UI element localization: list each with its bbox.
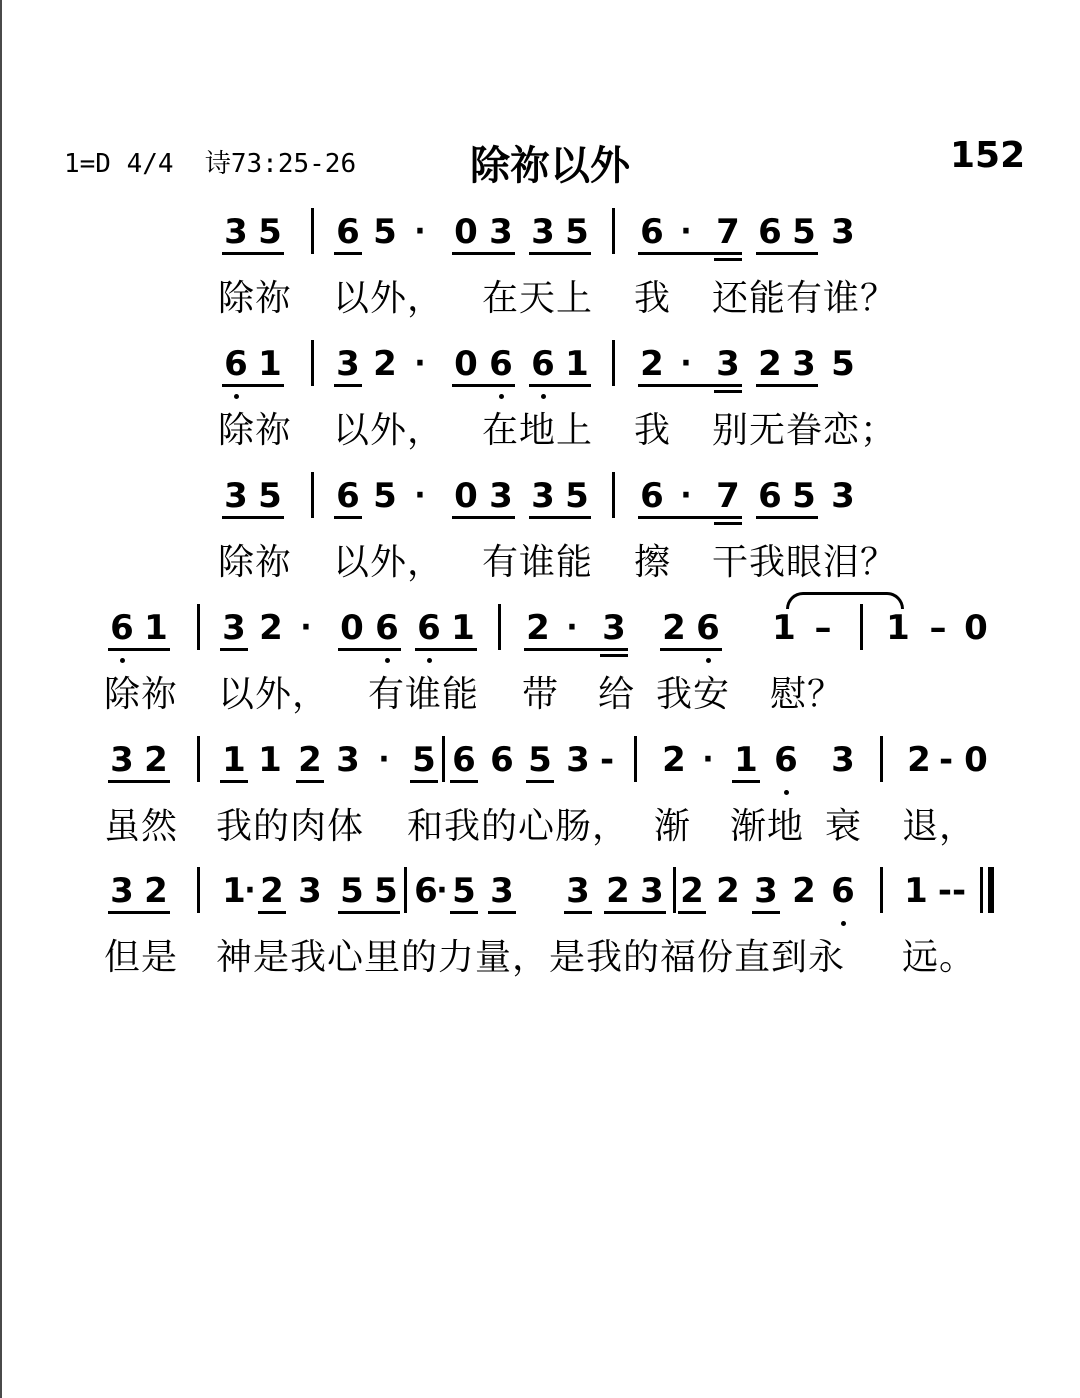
bar-line bbox=[860, 604, 863, 650]
lyric-word: 带 bbox=[522, 674, 560, 715]
note: 1 bbox=[772, 608, 796, 648]
notation-line-5 bbox=[0, 740, 1080, 784]
note: 3 bbox=[298, 871, 322, 911]
beam-line bbox=[108, 911, 170, 914]
bar-line bbox=[197, 604, 200, 650]
note: 6 bbox=[774, 740, 798, 780]
beam-line bbox=[334, 384, 362, 387]
note: 5 bbox=[528, 740, 552, 780]
lyric-word: 退， bbox=[902, 806, 977, 847]
dot-mark: · bbox=[378, 742, 390, 777]
note: 1 bbox=[258, 740, 282, 780]
bar-line bbox=[311, 208, 314, 254]
bar-line bbox=[197, 736, 200, 782]
bar-line bbox=[612, 472, 615, 518]
note: 1 bbox=[565, 344, 589, 384]
note: 0 bbox=[454, 212, 478, 252]
note: 6 bbox=[696, 608, 720, 648]
key-signature-and-reference: 1=D 4/4 诗73:25-26 bbox=[64, 149, 357, 179]
note: 6 bbox=[336, 476, 360, 516]
note: 2 bbox=[758, 344, 782, 384]
tie-arc bbox=[786, 592, 904, 609]
note: 3 bbox=[754, 871, 778, 911]
note: 5 bbox=[565, 212, 589, 252]
final-bar-line-thin bbox=[980, 867, 983, 913]
bar-line bbox=[311, 472, 314, 518]
lyric-word: 但是 bbox=[104, 937, 179, 978]
notation-line-3 bbox=[0, 476, 1080, 520]
lyric-word: 虽然 bbox=[104, 806, 179, 847]
note: 5 bbox=[565, 476, 589, 516]
beam-line bbox=[756, 516, 818, 519]
note: 1 bbox=[222, 871, 246, 911]
beam-line bbox=[222, 384, 284, 387]
dot-mark: · bbox=[414, 478, 426, 513]
bar-line bbox=[197, 867, 200, 913]
note: 5 bbox=[831, 344, 855, 384]
lyric-word: 除祢 bbox=[218, 278, 293, 319]
lyric-word: 有谁能 bbox=[368, 674, 480, 715]
beam-line bbox=[338, 911, 400, 914]
beam-line bbox=[415, 648, 477, 651]
beam-line bbox=[410, 780, 438, 783]
beam-line bbox=[526, 780, 554, 783]
note: 2 bbox=[259, 608, 283, 648]
dot-mark: · bbox=[414, 214, 426, 249]
note: 6 bbox=[640, 476, 664, 516]
beam-line bbox=[452, 384, 515, 387]
note: 3 bbox=[222, 608, 246, 648]
note: 6 bbox=[758, 212, 782, 252]
note: 6 bbox=[531, 344, 555, 384]
note: 3 bbox=[531, 212, 555, 252]
lyric-word: 除祢 bbox=[104, 674, 179, 715]
beam-line bbox=[524, 648, 628, 651]
notation-line-4 bbox=[0, 608, 1080, 652]
note: 7 bbox=[716, 476, 740, 516]
beam-line bbox=[604, 911, 666, 914]
note: 2 bbox=[662, 740, 686, 780]
dash-mark: - bbox=[599, 740, 615, 780]
beam-line bbox=[108, 648, 170, 651]
note: 0 bbox=[964, 608, 988, 648]
note: 2 bbox=[792, 871, 816, 911]
note: 3 bbox=[531, 476, 555, 516]
dash-mark: -- bbox=[937, 871, 967, 911]
lyric-word: 远。 bbox=[902, 937, 977, 978]
note: 6 bbox=[831, 871, 855, 911]
note: 3 bbox=[831, 212, 855, 252]
note: 5 bbox=[412, 740, 436, 780]
lyric-word: 在地上 bbox=[482, 410, 594, 451]
beam-line bbox=[450, 780, 478, 783]
lyric-word: 我的肉体 bbox=[216, 806, 365, 847]
lower-octave-dot bbox=[706, 658, 711, 663]
beam-line bbox=[756, 252, 818, 255]
bar-line bbox=[404, 867, 407, 913]
note: 3 bbox=[640, 871, 664, 911]
hymn-number: 152 bbox=[950, 135, 1026, 176]
note: 1 bbox=[734, 740, 758, 780]
bar-line bbox=[634, 736, 637, 782]
note: 3 bbox=[490, 871, 514, 911]
note: 5 bbox=[340, 871, 364, 911]
beam-line bbox=[220, 780, 248, 783]
lyric-word: 给 bbox=[598, 674, 636, 715]
beam-line bbox=[220, 648, 248, 651]
note: 2 bbox=[526, 608, 550, 648]
beam-line bbox=[222, 252, 284, 255]
dot-mark: · bbox=[680, 214, 692, 249]
lyric-word: 除祢 bbox=[218, 542, 293, 583]
note: 6 bbox=[336, 212, 360, 252]
beam-line bbox=[338, 648, 401, 651]
note: 5 bbox=[258, 212, 282, 252]
lyric-word: 擦 bbox=[634, 542, 672, 583]
note: 2 bbox=[144, 871, 168, 911]
note: 3 bbox=[602, 608, 626, 648]
lyric-word: 还能有谁？ bbox=[712, 278, 898, 319]
note: 3 bbox=[110, 871, 134, 911]
lyric-word: 以外， bbox=[333, 410, 445, 451]
lower-octave-dot bbox=[784, 790, 789, 795]
bar-line bbox=[612, 208, 615, 254]
note: 3 bbox=[831, 476, 855, 516]
bar-line bbox=[880, 736, 883, 782]
bar-line bbox=[673, 867, 676, 913]
dot-mark: · bbox=[300, 610, 312, 645]
lower-octave-dot bbox=[427, 658, 432, 663]
lyric-word: 慰？ bbox=[770, 674, 845, 715]
note: 3 bbox=[489, 476, 513, 516]
beam-line bbox=[108, 780, 170, 783]
note: 6 bbox=[640, 212, 664, 252]
note: 1 bbox=[258, 344, 282, 384]
note: 6 bbox=[452, 740, 476, 780]
beam-line bbox=[732, 780, 760, 783]
note: 5 bbox=[373, 212, 397, 252]
lyric-word: 渐地 bbox=[730, 806, 805, 847]
bar-line bbox=[311, 340, 314, 386]
note: 5 bbox=[373, 476, 397, 516]
lyric-word: 我 bbox=[634, 278, 672, 319]
lyric-word: 以外， bbox=[333, 278, 445, 319]
note: 2 bbox=[716, 871, 740, 911]
beam-line bbox=[334, 252, 362, 255]
bar-line bbox=[880, 867, 883, 913]
note: 6 bbox=[417, 608, 441, 648]
beam-line bbox=[222, 516, 284, 519]
note: 3 bbox=[336, 344, 360, 384]
beam-line bbox=[452, 252, 515, 255]
lyric-word: 以外， bbox=[218, 674, 330, 715]
beam-line bbox=[450, 911, 478, 914]
note: 3 bbox=[489, 212, 513, 252]
beam-line bbox=[714, 522, 742, 525]
lyric-word: 衰 bbox=[825, 806, 863, 847]
note: 3 bbox=[336, 740, 360, 780]
beam-line bbox=[296, 780, 324, 783]
notation-line-6 bbox=[0, 871, 1080, 915]
note: 3 bbox=[831, 740, 855, 780]
note: 0 bbox=[454, 476, 478, 516]
note: 1 bbox=[222, 740, 246, 780]
beam-line bbox=[756, 384, 818, 387]
lyric-word: 在天上 bbox=[482, 278, 594, 319]
dot-mark: · bbox=[436, 873, 448, 908]
lower-octave-dot bbox=[541, 394, 546, 399]
lyric-word: 渐 bbox=[654, 806, 692, 847]
note: 6 bbox=[375, 608, 399, 648]
note: 3 bbox=[566, 740, 590, 780]
lower-octave-dot bbox=[234, 394, 239, 399]
note: 3 bbox=[224, 476, 248, 516]
note: 3 bbox=[792, 344, 816, 384]
final-bar-line-thick bbox=[988, 867, 994, 913]
beam-line bbox=[529, 252, 591, 255]
lyric-word: 有谁能 bbox=[482, 542, 594, 583]
note: 7 bbox=[716, 212, 740, 252]
note: 3 bbox=[110, 740, 134, 780]
lower-octave-dot bbox=[120, 658, 125, 663]
hymn-title: 除祢以外 bbox=[470, 143, 630, 189]
note: 3 bbox=[716, 344, 740, 384]
left-edge-line bbox=[0, 0, 2, 1398]
lyric-word: 除祢 bbox=[218, 410, 293, 451]
dash-mark: - bbox=[938, 740, 954, 780]
note: 2 bbox=[298, 740, 322, 780]
note: 0 bbox=[340, 608, 364, 648]
note: 5 bbox=[792, 212, 816, 252]
beam-line bbox=[638, 252, 742, 255]
beam-line bbox=[564, 911, 592, 914]
dot-mark: · bbox=[566, 610, 578, 645]
note: 5 bbox=[374, 871, 398, 911]
beam-line bbox=[488, 911, 516, 914]
notation-line-2 bbox=[0, 344, 1080, 388]
bar-line bbox=[498, 604, 501, 650]
beam-line bbox=[600, 654, 628, 657]
beam-line bbox=[714, 390, 742, 393]
beam-line bbox=[258, 911, 286, 914]
beam-line bbox=[334, 516, 362, 519]
bar-line bbox=[442, 736, 445, 782]
beam-line bbox=[638, 384, 742, 387]
dash-mark: – bbox=[929, 608, 947, 648]
note: 1 bbox=[451, 608, 475, 648]
lyric-word: 干我眼泪？ bbox=[712, 542, 898, 583]
note: 2 bbox=[907, 740, 931, 780]
note: 6 bbox=[489, 344, 513, 384]
beam-line bbox=[714, 258, 742, 261]
note: 3 bbox=[566, 871, 590, 911]
beam-line bbox=[529, 516, 591, 519]
beam-line bbox=[529, 384, 591, 387]
dot-mark: · bbox=[680, 478, 692, 513]
lyric-word: 我安 bbox=[656, 674, 731, 715]
note: 2 bbox=[640, 344, 664, 384]
note: 6 bbox=[110, 608, 134, 648]
note: 1 bbox=[144, 608, 168, 648]
note: 2 bbox=[373, 344, 397, 384]
dot-mark: · bbox=[702, 742, 714, 777]
note: 2 bbox=[260, 871, 284, 911]
note: 3 bbox=[224, 212, 248, 252]
dot-mark: · bbox=[414, 346, 426, 381]
note: 2 bbox=[144, 740, 168, 780]
lyric-word: 和我的心肠， bbox=[407, 806, 630, 847]
note: 5 bbox=[452, 871, 476, 911]
note: 1 bbox=[886, 608, 910, 648]
bar-line bbox=[612, 340, 615, 386]
notation-line-1 bbox=[0, 212, 1080, 256]
dash-mark: – bbox=[814, 608, 832, 648]
note: 6 bbox=[414, 871, 438, 911]
note: 2 bbox=[606, 871, 630, 911]
beam-line bbox=[752, 911, 780, 914]
note: 2 bbox=[662, 608, 686, 648]
dot-mark: · bbox=[680, 346, 692, 381]
lower-octave-dot bbox=[499, 394, 504, 399]
note: 0 bbox=[964, 740, 988, 780]
beam-line bbox=[678, 911, 706, 914]
lower-octave-dot bbox=[385, 658, 390, 663]
beam-line bbox=[452, 516, 515, 519]
note: 2 bbox=[680, 871, 704, 911]
beam-line bbox=[660, 648, 722, 651]
note: 1 bbox=[904, 871, 928, 911]
lyric-word: 以外， bbox=[333, 542, 445, 583]
note: 5 bbox=[792, 476, 816, 516]
lyric-word: 我 bbox=[634, 410, 672, 451]
lyric-word: 神是我心里的力量，是我的福份直到永 bbox=[216, 937, 846, 978]
note: 6 bbox=[224, 344, 248, 384]
lyric-word: 别无眷恋； bbox=[712, 410, 898, 451]
note: 6 bbox=[758, 476, 782, 516]
beam-line bbox=[638, 516, 742, 519]
note: 5 bbox=[258, 476, 282, 516]
note: 0 bbox=[454, 344, 478, 384]
lower-octave-dot bbox=[841, 921, 846, 926]
note: 6 bbox=[490, 740, 514, 780]
dot-mark: · bbox=[244, 873, 256, 908]
